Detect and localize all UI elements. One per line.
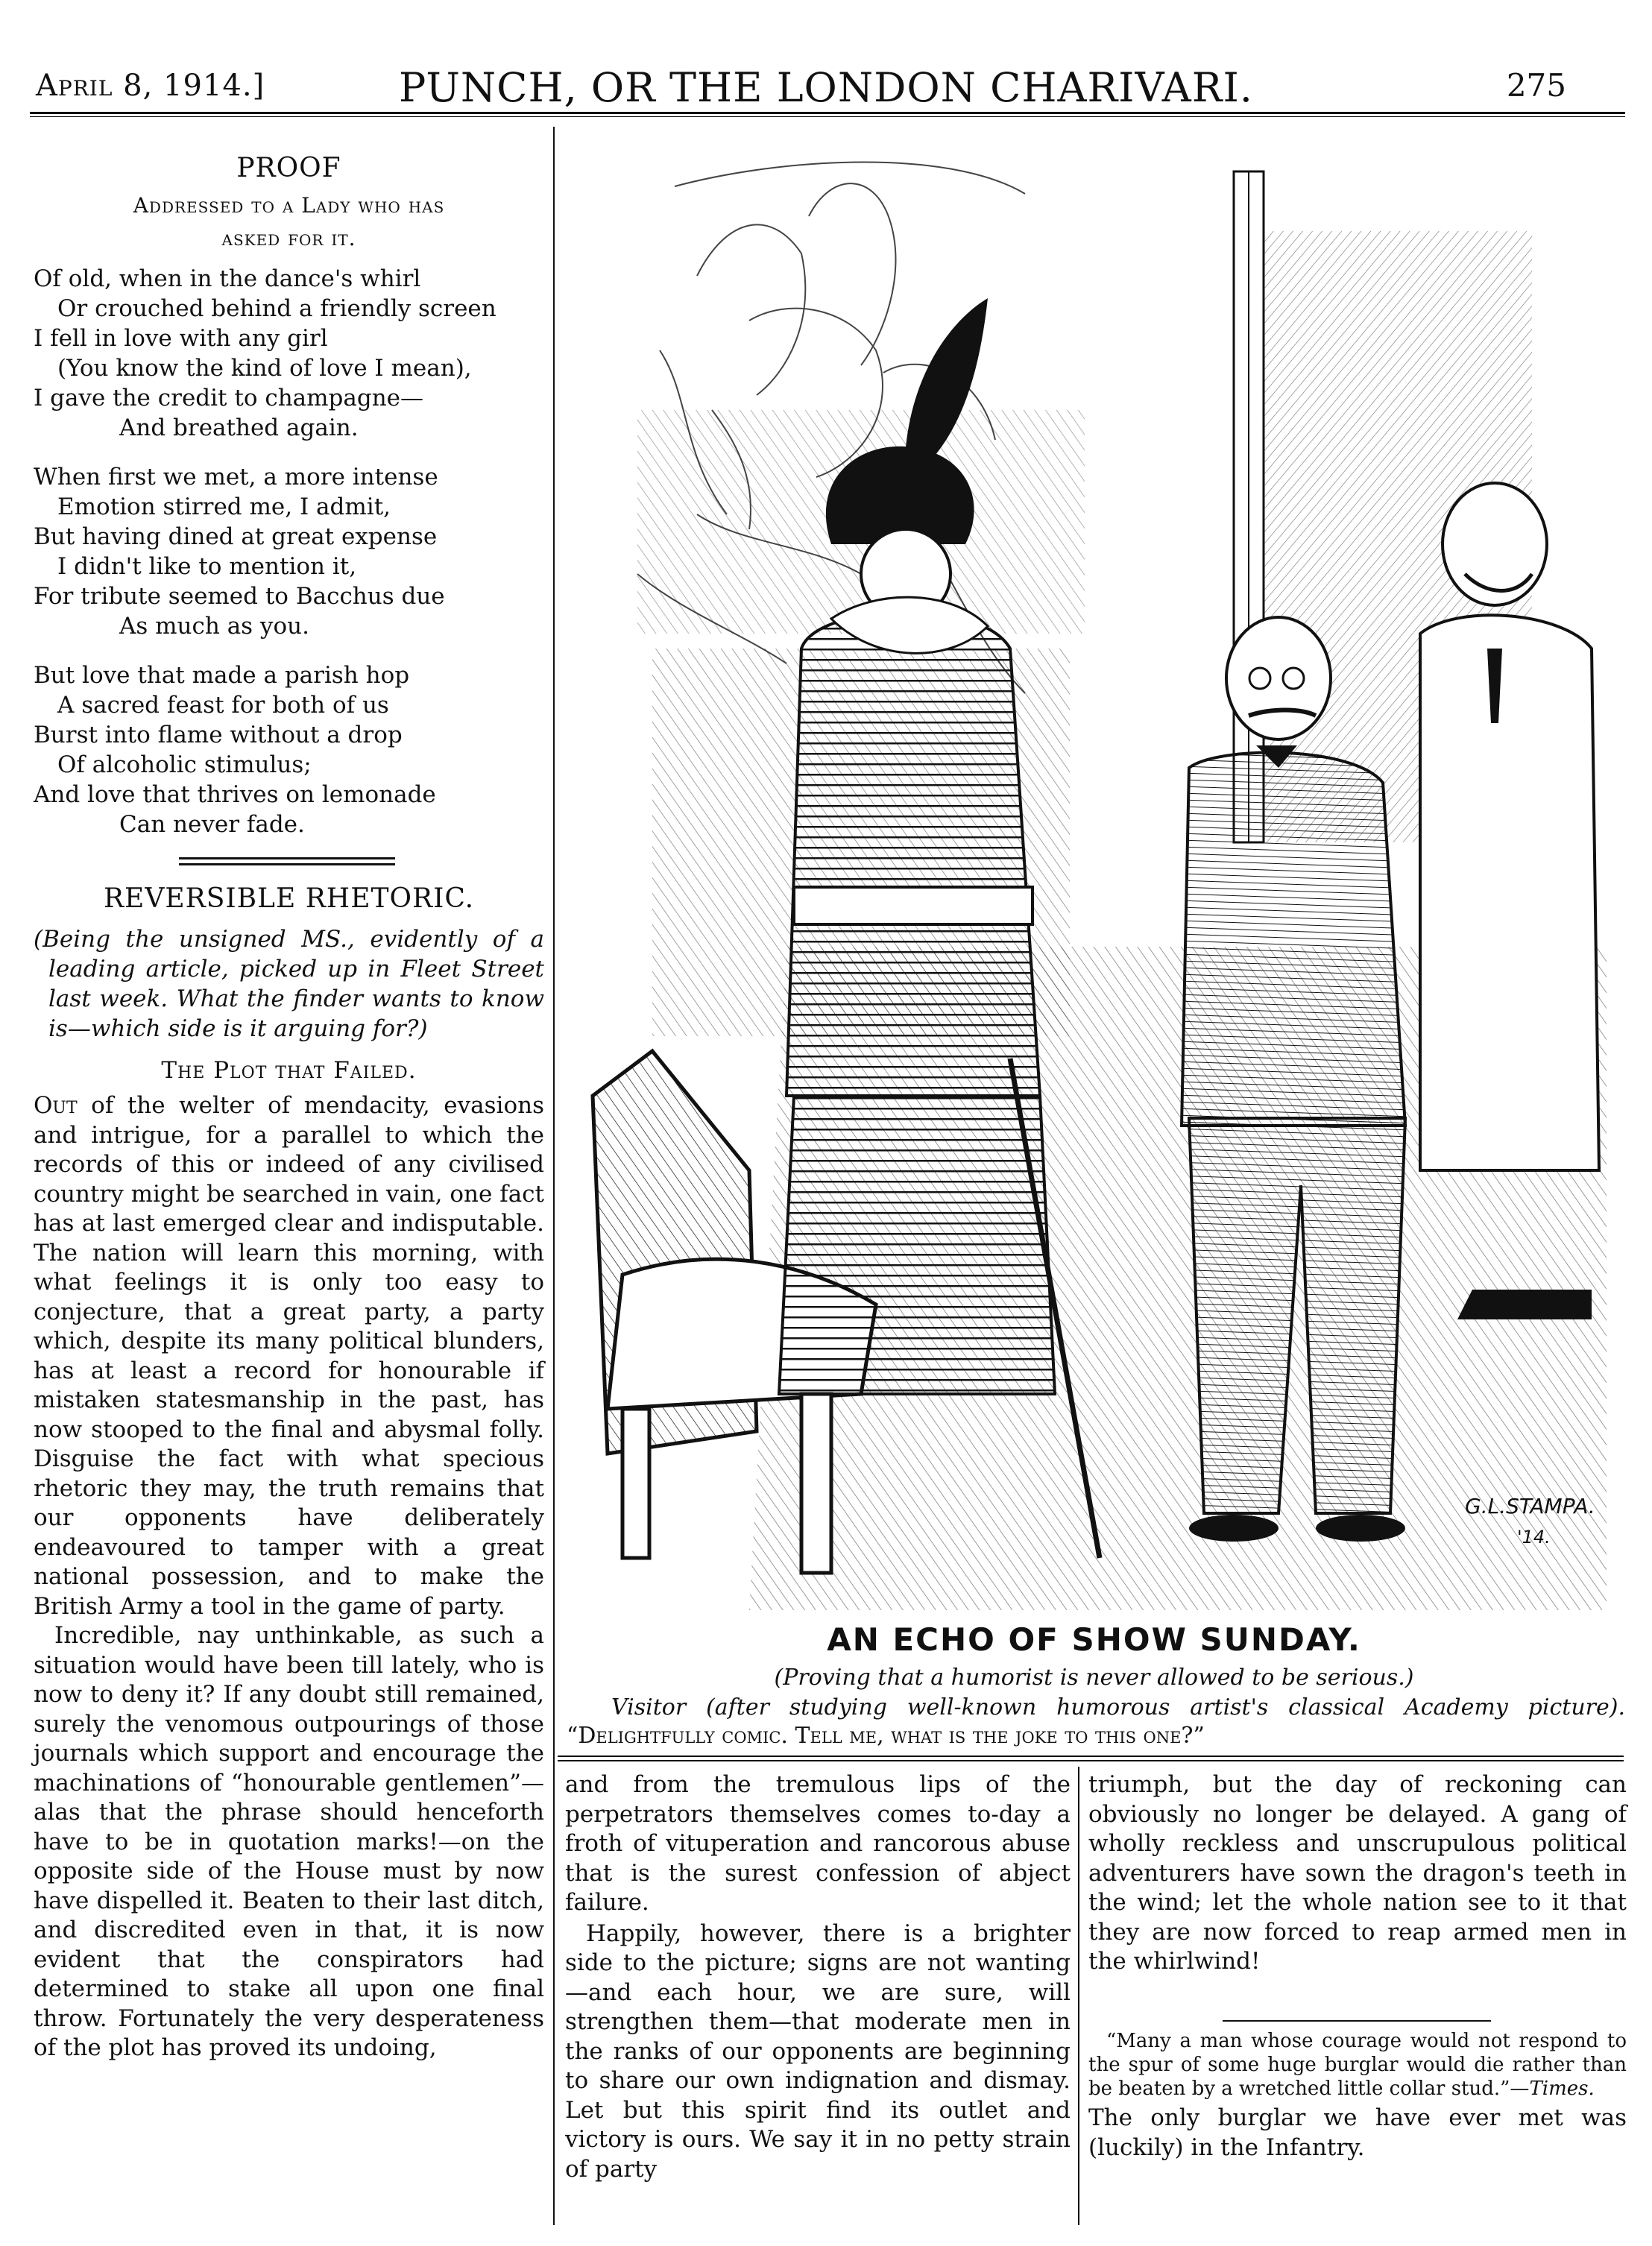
article-paragraph-1	[34, 1091, 544, 1621]
coat	[786, 612, 1040, 1096]
section-rule	[179, 863, 395, 865]
cartoon-title: AN ECHO OF SHOW SUNDAY.	[827, 1621, 1361, 1658]
poem-line: Can never fade.	[119, 811, 305, 838]
artist-signature-year: '14.	[1517, 1527, 1551, 1548]
cartoon-illustration	[563, 127, 1625, 1618]
artist-coat	[1420, 615, 1599, 1170]
article-continuation	[565, 1770, 1071, 2184]
man-head	[1226, 617, 1331, 739]
paragraph-text: Incredible, nay unthinkable, as such a situation would have been till lately, who is now to deny it? If any doubt still remained, surely the venomous outpourings of those journals which support and encourage the machinations of “honourable gentlemen”—alas that the phrase should henceforth have to be in quotation marks!—on the opposite side of the House must by now have dispelled it. Beaten to their last ditch, and discredited even in that, it is now evident that the conspirators had determined to stake all upon one final throw. Fortunately the very desperateness of the plot has proved its undoing,	[34, 1622, 544, 2061]
article-conclusion	[1088, 1770, 1627, 1977]
section-rule	[179, 857, 395, 859]
poem-line: But love that made a parish hop	[34, 662, 410, 689]
header-date: April 8, 1914.]	[36, 69, 265, 103]
poem-subtitle-2: asked for it.	[221, 226, 356, 250]
poem-line: (You know the kind of love I mean),	[57, 355, 472, 382]
poem-line: But having dined at great expense	[34, 523, 438, 550]
poem-line: Burst into flame without a drop	[34, 722, 403, 748]
header-rule-thin	[30, 116, 1625, 117]
poem-line: Of old, when in the dance's whirl	[34, 265, 421, 292]
artist-head	[1443, 483, 1547, 605]
caption-rule	[558, 1760, 1624, 1761]
poem-line: When first we met, a more intense	[34, 464, 438, 490]
poem-stanza-1	[34, 264, 544, 443]
paragraph-text: and from the tremulous lips of the perpetrators themselves comes to-day a froth of vituperation and rancorous abuse that is the surest confession of abject failure.	[565, 1771, 1071, 1916]
jacket	[1182, 753, 1405, 1126]
article-intro: (Being the unsigned MS., evidently of a leading article, picked up in Fleet Street last week. What the finder wants to know is—which side is it arguing for?)	[34, 926, 544, 1042]
quote-text	[1088, 2029, 1627, 2101]
page-number: 275	[1506, 67, 1566, 104]
drop-word: Out	[34, 1092, 78, 1119]
poem-line: I didn't like to mention it,	[57, 553, 357, 580]
article-paragraph-2	[34, 1621, 544, 2063]
poem-line: As much as you.	[119, 613, 309, 640]
column-rule	[553, 127, 555, 2225]
paragraph-text: of the welter of mendacity, evasions and intrigue, for a parallel to which the records of this or indeed of any civilised country might be searched in vain, one fact has at last emerged clear and indisputable. The nation will learn this morning, with what feelings it is only too easy to conjecture, that a great party, a party which, despite its many political blunders, has at least a record for honourable if mistaken statesmanship in the past, has now stooped to the final and abysmal folly. Disguise the fact with what specious rhetoric they may, the truth remains that our opponents have deliberately endeavoured to tamper with a great national possession, and to make the British Army a tool in the game of party.	[34, 1092, 544, 1620]
poem-subtitle: Addressed to a Lady who has	[133, 193, 445, 218]
quote-rule	[1223, 2020, 1491, 2022]
visitor-label: Visitor (after studying well-known humorous artist's classical Academy picture).	[611, 1694, 1625, 1720]
poem-stanza-3	[34, 660, 544, 839]
cartoon-dialogue	[567, 1694, 1625, 1750]
poem-title: PROOF	[236, 153, 341, 183]
caption-rule	[558, 1756, 1624, 1757]
header-rule	[30, 112, 1625, 114]
quote-block	[1088, 2029, 1627, 2163]
paragraph-text: triumph, but the day of reckoning can obviously no longer be delayed. A gang of wholly reckless and unscrupulous political adventurers have sown the dragon's teeth in the wind; let the whole nation see to it that they are now forced to reap armed men in the whirlwind!	[1088, 1771, 1627, 1975]
poem-line: A sacred feast for both of us	[57, 692, 389, 719]
paragraph-text: Happily, however, there is a brighter side to the picture; signs are not wanting—and each hour, we are sure, will strengthen them—that moderate men in the ranks of our opponents are beginning to share our own indignation and dismay. Let but this spirit find its outlet and victory is ours. We say it in no petty strain of party	[565, 1919, 1071, 2183]
quote-comment: The only burglar we have ever met was (luckily) in the Infantry.	[1088, 2104, 1627, 2161]
poem-line: I gave the credit to champagne—	[34, 385, 424, 411]
poem-line: I fell in love with any girl	[34, 325, 328, 352]
poem-line: Emotion stirred me, I admit,	[57, 493, 391, 520]
visitor-speech: “Delightfully comic. Tell me, what is the joke to this one?”	[567, 1723, 1205, 1749]
artist-signature: G.L.STAMPA.	[1465, 1494, 1595, 1518]
article	[34, 883, 544, 2063]
poem-line: Of alcoholic stimulus;	[57, 751, 312, 778]
poem-stanza-2	[34, 462, 544, 641]
poem-line: For tribute seemed to Bacchus due	[34, 583, 445, 610]
shoe	[1189, 1515, 1279, 1542]
article-title: REVERSIBLE RHETORIC.	[103, 883, 475, 914]
column-rule	[1078, 1767, 1079, 2225]
belt	[794, 887, 1032, 924]
poem	[34, 153, 544, 839]
quote-source: Times.	[1529, 2078, 1595, 2100]
artist-shoe	[1457, 1290, 1592, 1319]
skirt	[779, 1096, 1055, 1394]
quote-body: “Many a man whose courage would not respond to the spur of some huge burglar would die rather than be beaten by a wretched little collar stud.”—	[1088, 2030, 1627, 2100]
poem-line: Or crouched behind a friendly screen	[57, 295, 496, 322]
poem-line: And breathed again.	[119, 414, 359, 441]
article-subhead: The Plot that Failed.	[161, 1057, 417, 1084]
cartoon-subtitle: (Proving that a humorist is never allowed to be serious.)	[774, 1665, 1414, 1691]
poem-line: And love that thrives on lemonade	[34, 781, 436, 808]
header-title: PUNCH, OR THE LONDON CHARIVARI.	[399, 64, 1253, 111]
shoe	[1316, 1515, 1405, 1542]
